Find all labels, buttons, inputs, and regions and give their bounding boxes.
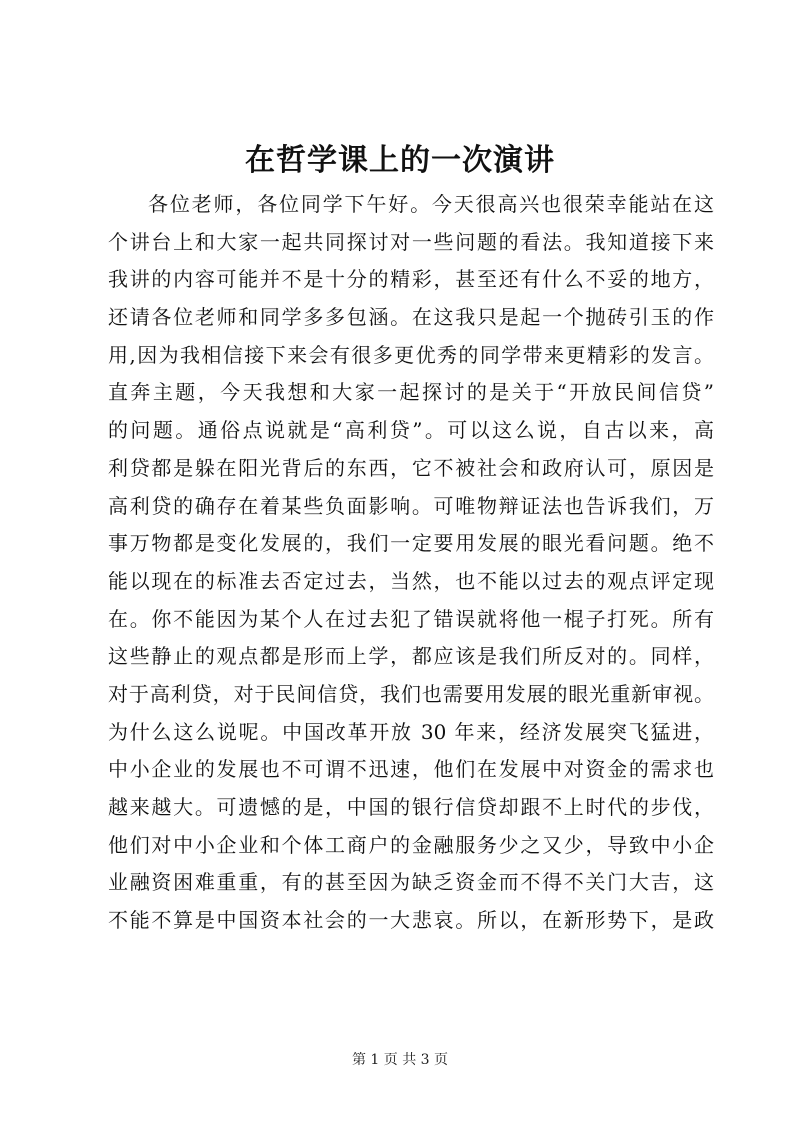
body-line: 在。你不能因为某个人在过去犯了错误就将他一棍子打死。所有	[108, 606, 714, 631]
document-body	[108, 186, 714, 940]
body-line: 他们对中小企业和个体工商户的金融服务少之又少，导致中小企	[108, 832, 714, 857]
body-line: 高利贷的确存在着某些负面影响。可唯物辩证法也告诉我们，万	[108, 493, 714, 518]
body-line: 能以现在的标准去否定过去，当然，也不能以过去的观点评定现	[108, 568, 714, 593]
page-number-footer: 第 1 页 共 3 页	[351, 1052, 449, 1068]
body-line: 中小企业的发展也不可谓不迅速，他们在发展中对资金的需求也	[108, 757, 714, 782]
body-line: 的问题。通俗点说就是“高利贷”。可以这么说，自古以来，高	[108, 418, 714, 443]
body-line: 为什么这么说呢。中国改革开放 30 年来，经济发展突飞猛进，	[108, 719, 714, 744]
body-line: 越来越大。可遗憾的是，中国的银行信贷却跟不上时代的步伐，	[108, 795, 714, 819]
body-line: 直奔主题，今天我想和大家一起探讨的是关于“开放民间信贷”	[108, 380, 714, 405]
body-line: 这些静止的观点都是形而上学，都应该是我们所反对的。同样，	[108, 644, 714, 669]
body-line: 对于高利贷，对于民间信贷，我们也需要用发展的眼光重新审视。	[108, 681, 714, 706]
body-line: 不能不算是中国资本社会的一大悲哀。所以，在新形势下，是政	[108, 908, 714, 933]
body-line: 业融资困难重重，有的甚至因为缺乏资金而不得不关门大吉，这	[108, 870, 714, 895]
body-line: 个讲台上和大家一起共同探讨对一些问题的看法。我知道接下来	[108, 229, 714, 254]
body-line: 利贷都是躲在阳光背后的东西，它不被社会和政府认可，原因是	[108, 455, 714, 480]
body-line: 事万物都是变化发展的，我们一定要用发展的眼光看问题。绝不	[108, 531, 714, 556]
body-line: 用,因为我相信接下来会有很多更优秀的同学带来更精彩的发言。	[108, 342, 714, 367]
body-line: 还请各位老师和同学多多包涵。在这我只是起一个抛砖引玉的作	[108, 305, 714, 330]
body-line: 我讲的内容可能并不是十分的精彩，甚至还有什么不妥的地方，	[108, 267, 714, 292]
body-line: 各位老师，各位同学下午好。今天很高兴也很荣幸能站在这	[148, 192, 714, 216]
document-title: 在哲学课上的一次演讲	[245, 143, 555, 178]
